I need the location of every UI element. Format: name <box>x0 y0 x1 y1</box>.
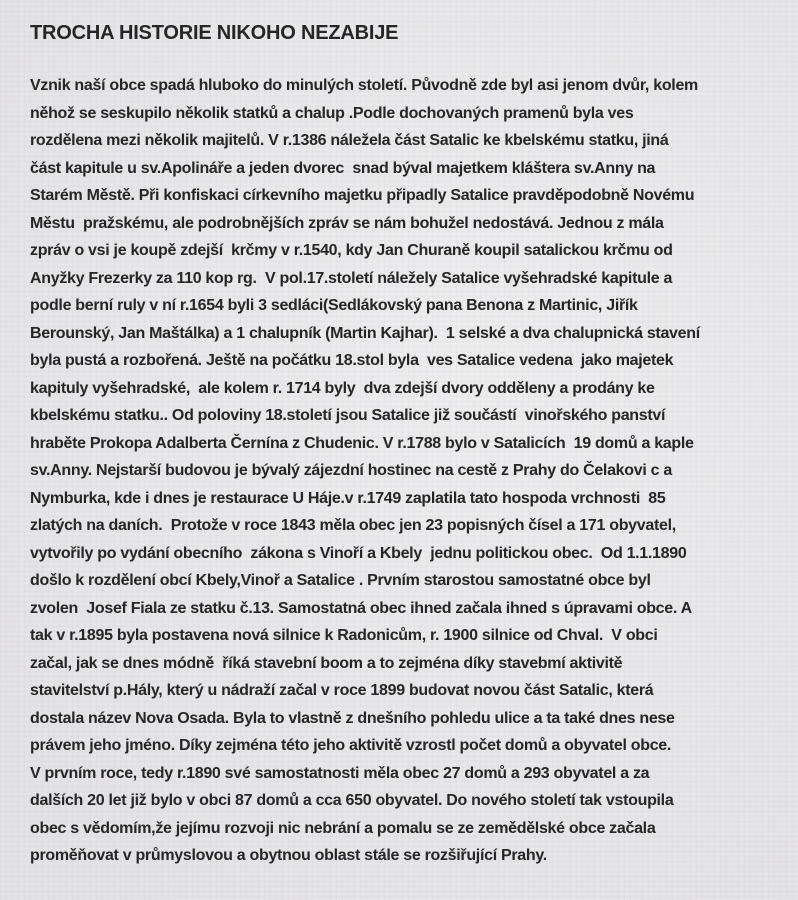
text-line: Anyžky Frezerky za 110 kop rg. V pol.17.století náležely Satalice vyšehradské kapitule a <box>30 269 673 287</box>
text-line: zlatých na daních. Protože v roce 1843 měla obec jen 23 popisných čísel a 171 obyvatel, <box>30 517 676 534</box>
text-line: sv.Anny. Nejstarší budovou je bývalý zájezdní hostinec na cestě z Prahy do Čelakovi c a <box>30 462 672 479</box>
text-line: tak v r.1895 byla postavena nová silnice k Radonicům, r. 1900 silnice od Chval. V obci <box>30 627 658 644</box>
text-line: V prvním roce, tedy r.1890 své samostatnosti měla obec 27 domů a 293 obyvatel a za <box>30 764 650 782</box>
text-line: Městu pražskému, ale podrobnějších zpráv se nám bohužel nedostává. Jednou z mála <box>30 214 664 232</box>
text-line: právem jeho jméno. Díky zejména této jeho aktivitě vzrostl počet domů a obyvatel obce. <box>30 737 672 754</box>
text-line: vytvořily po vydání obecního zákona s Vinoří a Kbely jednu politickou obec. Od 1.1.1890 <box>30 544 687 562</box>
text-line: Nymburka, kde i dnes je restaurace U Háje.v r.1749 zaplatila tato hospoda vrchnosti 85 <box>30 489 666 507</box>
text-line: byla pustá a rozbořená. Ještě na počátku 18.stol byla ves Satalice vedena jako majetek <box>30 352 674 369</box>
text-line: podle berní ruly v ní r.1654 byli 3 sedláci(Sedlákovský pana Benona z Martinic, Jiřík <box>30 297 638 314</box>
text-line: stavitelství p.Hály, který u nádraží začal v roce 1899 budovat novou část Satalic, která <box>30 682 654 699</box>
text-line: Vznik naší obce spadá hluboko do minulých století. Původně zde byl asi jenom dvůr, kolem <box>30 77 698 94</box>
text-line: zpráv o vsi je koupě zdejší krčmy v r.1540, kdy Jan Churaně koupil satalickou krčmu od <box>30 242 673 259</box>
text-line: začal, jak se dnes módně říká stavební boom a to zejména díky stavebmí aktivitě <box>30 654 623 672</box>
text-line: rozdělena mezi několik majitelů. V r.1386 náležela část Satalic ke kbelskému statku, jiná <box>30 132 669 149</box>
document-title: TROCHA HISTORIE NIKOHO NEZABIJE <box>30 22 399 44</box>
text-line: hraběte Prokopa Adalberta Černína z Chudenic. V r.1788 bylo v Satalicích 19 domů a kaple <box>30 434 694 452</box>
text-line: kbelskému statku.. Od poloviny 18.století jsou Satalice již součástí vinořského panství <box>30 407 666 424</box>
text-line: obec s vědomím,že jejímu rozvoji nic nebrání a pomalu se ze zemědělské obce začala <box>30 819 656 837</box>
body-text <box>30 72 772 870</box>
text-line: kapituly vyšehradské, ale kolem r. 1714 byly dva zdejší dvory odděleny a prodány ke <box>30 379 655 397</box>
text-line: zvolen Josef Fiala ze statku č.13. Samostatná obec ihned začala ihned s úpravami obce. A <box>30 599 692 617</box>
text-line: dalších 20 let již bylo v obci 87 domů a cca 650 obyvatel. Do nového století tak vstoupila <box>30 792 674 809</box>
text-line: došlo k rozdělení obcí Kbely,Vinoř a Satalice . Prvním starostou samostatné obce byl <box>30 572 651 589</box>
text-line: proměňovat v průmyslovou a obytnou oblast stále se rozšiřující Prahy. <box>30 847 547 864</box>
text-line: Berounský, Jan Maštálka) a 1 chalupník (Martin Kajhar). 1 selské a dva chalupnická stavení <box>30 324 700 342</box>
text-line: něhož se seskupilo několik statků a chalup .Podle dochovaných pramenů byla ves <box>30 104 634 122</box>
text-line: část kapitule u sv.Apolináře a jeden dvorec snad býval majetkem kláštera sv.Anny na <box>30 159 656 177</box>
text-line: Starém Městě. Při konfiskaci církevního majetku připadly Satalice pravděpodobně Novému <box>30 187 695 204</box>
text-line: dostala název Nova Osada. Byla to vlastně z dnešního pohledu ulice a ta také dnes nese <box>30 709 675 727</box>
